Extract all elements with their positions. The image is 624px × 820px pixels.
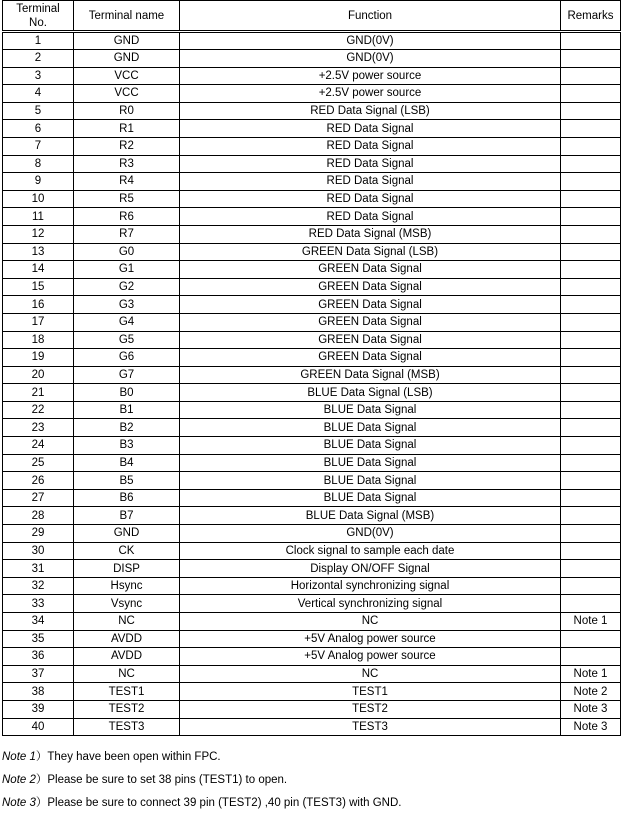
cell-terminal-name: G7 bbox=[74, 366, 180, 384]
cell-remarks bbox=[561, 296, 621, 314]
cell-terminal-name: B3 bbox=[74, 437, 180, 455]
cell-remarks bbox=[561, 648, 621, 666]
cell-remarks bbox=[561, 577, 621, 595]
header-remarks: Remarks bbox=[561, 1, 621, 32]
cell-terminal-name: TEST3 bbox=[74, 718, 180, 736]
cell-function: TEST1 bbox=[180, 683, 561, 701]
cell-function: GREEN Data Signal (LSB) bbox=[180, 243, 561, 261]
cell-terminal-name: R4 bbox=[74, 173, 180, 191]
table-row bbox=[3, 577, 621, 595]
table-row bbox=[3, 665, 621, 683]
cell-function: GREEN Data Signal bbox=[180, 296, 561, 314]
cell-terminal-no: 6 bbox=[3, 120, 74, 138]
cell-terminal-no: 36 bbox=[3, 648, 74, 666]
cell-terminal-no: 39 bbox=[3, 700, 74, 718]
cell-remarks bbox=[561, 32, 621, 50]
table-row bbox=[3, 525, 621, 543]
cell-function: RED Data Signal (MSB) bbox=[180, 225, 561, 243]
cell-remarks bbox=[561, 560, 621, 578]
cell-terminal-no: 2 bbox=[3, 50, 74, 68]
table-row bbox=[3, 560, 621, 578]
cell-terminal-name: B5 bbox=[74, 472, 180, 490]
cell-remarks bbox=[561, 137, 621, 155]
cell-function: +5V Analog power source bbox=[180, 630, 561, 648]
cell-terminal-name: G0 bbox=[74, 243, 180, 261]
cell-remarks: Note 3 bbox=[561, 718, 621, 736]
cell-terminal-name: G3 bbox=[74, 296, 180, 314]
cell-remarks bbox=[561, 630, 621, 648]
table-row bbox=[3, 190, 621, 208]
cell-terminal-no: 1 bbox=[3, 32, 74, 50]
cell-function: TEST3 bbox=[180, 718, 561, 736]
table-row bbox=[3, 437, 621, 455]
table-row bbox=[3, 173, 621, 191]
cell-function: BLUE Data Signal bbox=[180, 454, 561, 472]
cell-function: Clock signal to sample each date bbox=[180, 542, 561, 560]
cell-terminal-no: 26 bbox=[3, 472, 74, 490]
cell-function: RED Data Signal bbox=[180, 120, 561, 138]
cell-function: BLUE Data Signal (MSB) bbox=[180, 507, 561, 525]
header-row bbox=[3, 1, 621, 32]
cell-terminal-no: 35 bbox=[3, 630, 74, 648]
table-row bbox=[3, 261, 621, 279]
cell-terminal-no: 19 bbox=[3, 349, 74, 367]
note-paren: ） bbox=[35, 774, 48, 786]
table-row bbox=[3, 50, 621, 68]
cell-terminal-name: R7 bbox=[74, 225, 180, 243]
cell-terminal-no: 10 bbox=[3, 190, 74, 208]
cell-remarks bbox=[561, 243, 621, 261]
note-text: Please be sure to connect 39 pin (TEST2) ,40 pin (TEST3) with GND. bbox=[47, 797, 402, 809]
cell-terminal-no: 23 bbox=[3, 419, 74, 437]
table-row bbox=[3, 718, 621, 736]
header-terminal-name: Terminal name bbox=[74, 1, 180, 32]
cell-remarks bbox=[561, 261, 621, 279]
cell-terminal-no: 16 bbox=[3, 296, 74, 314]
table-row bbox=[3, 225, 621, 243]
cell-remarks bbox=[561, 85, 621, 103]
cell-terminal-no: 13 bbox=[3, 243, 74, 261]
cell-remarks bbox=[561, 190, 621, 208]
cell-remarks: Note 3 bbox=[561, 700, 621, 718]
cell-terminal-name: CK bbox=[74, 542, 180, 560]
cell-function: Display ON/OFF Signal bbox=[180, 560, 561, 578]
note-line bbox=[2, 746, 402, 769]
cell-function: GREEN Data Signal bbox=[180, 278, 561, 296]
cell-terminal-name: AVDD bbox=[74, 648, 180, 666]
cell-terminal-no: 18 bbox=[3, 331, 74, 349]
cell-remarks bbox=[561, 472, 621, 490]
table-row bbox=[3, 489, 621, 507]
cell-terminal-name: DISP bbox=[74, 560, 180, 578]
cell-remarks: Note 1 bbox=[561, 665, 621, 683]
cell-remarks bbox=[561, 50, 621, 68]
cell-terminal-name: GND bbox=[74, 32, 180, 50]
cell-terminal-name: GND bbox=[74, 525, 180, 543]
cell-terminal-no: 24 bbox=[3, 437, 74, 455]
cell-function: Vertical synchronizing signal bbox=[180, 595, 561, 613]
cell-function: GREEN Data Signal bbox=[180, 331, 561, 349]
cell-terminal-name: B2 bbox=[74, 419, 180, 437]
terminal-table bbox=[2, 0, 621, 736]
table-row bbox=[3, 296, 621, 314]
table-row bbox=[3, 32, 621, 50]
note-label: Note 3 bbox=[2, 797, 36, 809]
cell-remarks bbox=[561, 595, 621, 613]
cell-function: RED Data Signal bbox=[180, 208, 561, 226]
cell-terminal-no: 7 bbox=[3, 137, 74, 155]
table-row bbox=[3, 384, 621, 402]
cell-terminal-name: R0 bbox=[74, 102, 180, 120]
table-row bbox=[3, 366, 621, 384]
table-row bbox=[3, 102, 621, 120]
note-text: Please be sure to set 38 pins (TEST1) to open. bbox=[47, 774, 288, 786]
cell-terminal-name: TEST1 bbox=[74, 683, 180, 701]
cell-terminal-name: B0 bbox=[74, 384, 180, 402]
cell-remarks: Note 2 bbox=[561, 683, 621, 701]
cell-terminal-no: 31 bbox=[3, 560, 74, 578]
cell-function: GREEN Data Signal bbox=[180, 261, 561, 279]
cell-terminal-name: Vsync bbox=[74, 595, 180, 613]
cell-terminal-name: TEST2 bbox=[74, 700, 180, 718]
cell-remarks bbox=[561, 120, 621, 138]
cell-function: RED Data Signal (LSB) bbox=[180, 102, 561, 120]
cell-remarks bbox=[561, 67, 621, 85]
table-row bbox=[3, 243, 621, 261]
cell-terminal-no: 8 bbox=[3, 155, 74, 173]
cell-function: GND(0V) bbox=[180, 32, 561, 50]
cell-remarks bbox=[561, 102, 621, 120]
table-row bbox=[3, 331, 621, 349]
cell-terminal-name: R3 bbox=[74, 155, 180, 173]
cell-terminal-name: B4 bbox=[74, 454, 180, 472]
cell-terminal-no: 14 bbox=[3, 261, 74, 279]
cell-function: BLUE Data Signal bbox=[180, 472, 561, 490]
cell-terminal-no: 3 bbox=[3, 67, 74, 85]
cell-terminal-no: 9 bbox=[3, 173, 74, 191]
cell-terminal-name: G6 bbox=[74, 349, 180, 367]
cell-terminal-name: B6 bbox=[74, 489, 180, 507]
note-label: Note 2 bbox=[2, 774, 36, 786]
cell-function: +2.5V power source bbox=[180, 85, 561, 103]
table-row bbox=[3, 137, 621, 155]
cell-terminal-no: 20 bbox=[3, 366, 74, 384]
table-row bbox=[3, 85, 621, 103]
cell-terminal-no: 12 bbox=[3, 225, 74, 243]
cell-terminal-no: 34 bbox=[3, 613, 74, 631]
cell-terminal-name: G5 bbox=[74, 331, 180, 349]
table-row bbox=[3, 349, 621, 367]
note-line bbox=[2, 769, 402, 792]
cell-function: GREEN Data Signal (MSB) bbox=[180, 366, 561, 384]
cell-function: NC bbox=[180, 665, 561, 683]
table-row bbox=[3, 595, 621, 613]
table-row bbox=[3, 401, 621, 419]
cell-remarks bbox=[561, 349, 621, 367]
cell-function: BLUE Data Signal bbox=[180, 437, 561, 455]
cell-terminal-no: 30 bbox=[3, 542, 74, 560]
cell-terminal-name: VCC bbox=[74, 67, 180, 85]
cell-terminal-no: 38 bbox=[3, 683, 74, 701]
cell-function: GND(0V) bbox=[180, 525, 561, 543]
cell-remarks bbox=[561, 419, 621, 437]
cell-terminal-no: 29 bbox=[3, 525, 74, 543]
table-row bbox=[3, 683, 621, 701]
note-line bbox=[2, 792, 402, 815]
cell-remarks bbox=[561, 384, 621, 402]
table-row bbox=[3, 613, 621, 631]
table-row bbox=[3, 507, 621, 525]
cell-remarks bbox=[561, 331, 621, 349]
table-row bbox=[3, 454, 621, 472]
cell-remarks bbox=[561, 173, 621, 191]
cell-terminal-no: 4 bbox=[3, 85, 74, 103]
table-row bbox=[3, 120, 621, 138]
table-row bbox=[3, 700, 621, 718]
table-row bbox=[3, 67, 621, 85]
cell-terminal-name: B7 bbox=[74, 507, 180, 525]
cell-remarks bbox=[561, 437, 621, 455]
cell-remarks: Note 1 bbox=[561, 613, 621, 631]
cell-terminal-name: B1 bbox=[74, 401, 180, 419]
cell-terminal-name: R6 bbox=[74, 208, 180, 226]
table-row bbox=[3, 313, 621, 331]
cell-function: +5V Analog power source bbox=[180, 648, 561, 666]
table-row bbox=[3, 419, 621, 437]
cell-terminal-name: R1 bbox=[74, 120, 180, 138]
cell-terminal-name: R5 bbox=[74, 190, 180, 208]
table-row bbox=[3, 278, 621, 296]
cell-function: RED Data Signal bbox=[180, 155, 561, 173]
header-function: Function bbox=[180, 1, 561, 32]
cell-terminal-no: 17 bbox=[3, 313, 74, 331]
cell-terminal-name: Hsync bbox=[74, 577, 180, 595]
cell-function: Horizontal synchronizing signal bbox=[180, 577, 561, 595]
cell-remarks bbox=[561, 454, 621, 472]
cell-remarks bbox=[561, 225, 621, 243]
table-row bbox=[3, 155, 621, 173]
cell-function: RED Data Signal bbox=[180, 173, 561, 191]
cell-terminal-no: 33 bbox=[3, 595, 74, 613]
cell-terminal-name: NC bbox=[74, 613, 180, 631]
table-body bbox=[3, 32, 621, 736]
header-terminal-no: Terminal No. bbox=[3, 1, 74, 32]
cell-function: BLUE Data Signal bbox=[180, 489, 561, 507]
cell-function: BLUE Data Signal bbox=[180, 401, 561, 419]
note-paren: ） bbox=[35, 751, 48, 763]
cell-function: RED Data Signal bbox=[180, 190, 561, 208]
cell-terminal-no: 11 bbox=[3, 208, 74, 226]
note-text: They have been open within FPC. bbox=[47, 751, 221, 763]
cell-function: GREEN Data Signal bbox=[180, 313, 561, 331]
cell-remarks bbox=[561, 401, 621, 419]
notes-section bbox=[2, 746, 402, 815]
cell-remarks bbox=[561, 155, 621, 173]
note-label: Note 1 bbox=[2, 751, 36, 763]
table-row bbox=[3, 542, 621, 560]
table-row bbox=[3, 472, 621, 490]
cell-terminal-no: 5 bbox=[3, 102, 74, 120]
cell-function: RED Data Signal bbox=[180, 137, 561, 155]
cell-terminal-no: 40 bbox=[3, 718, 74, 736]
cell-terminal-name: VCC bbox=[74, 85, 180, 103]
cell-function: NC bbox=[180, 613, 561, 631]
cell-terminal-no: 21 bbox=[3, 384, 74, 402]
note-paren: ） bbox=[35, 797, 48, 809]
cell-terminal-name: GND bbox=[74, 50, 180, 68]
cell-function: TEST2 bbox=[180, 700, 561, 718]
cell-terminal-name: AVDD bbox=[74, 630, 180, 648]
cell-remarks bbox=[561, 542, 621, 560]
cell-function: GREEN Data Signal bbox=[180, 349, 561, 367]
cell-terminal-no: 15 bbox=[3, 278, 74, 296]
table-row bbox=[3, 648, 621, 666]
cell-remarks bbox=[561, 313, 621, 331]
cell-remarks bbox=[561, 507, 621, 525]
table-row bbox=[3, 630, 621, 648]
cell-terminal-name: NC bbox=[74, 665, 180, 683]
cell-terminal-name: G4 bbox=[74, 313, 180, 331]
cell-terminal-no: 25 bbox=[3, 454, 74, 472]
cell-terminal-name: R2 bbox=[74, 137, 180, 155]
table-row bbox=[3, 208, 621, 226]
cell-terminal-no: 32 bbox=[3, 577, 74, 595]
cell-remarks bbox=[561, 208, 621, 226]
cell-function: GND(0V) bbox=[180, 50, 561, 68]
cell-remarks bbox=[561, 525, 621, 543]
cell-function: BLUE Data Signal (LSB) bbox=[180, 384, 561, 402]
cell-function: BLUE Data Signal bbox=[180, 419, 561, 437]
cell-function: +2.5V power source bbox=[180, 67, 561, 85]
cell-remarks bbox=[561, 278, 621, 296]
cell-terminal-no: 22 bbox=[3, 401, 74, 419]
cell-terminal-name: G2 bbox=[74, 278, 180, 296]
cell-remarks bbox=[561, 366, 621, 384]
cell-terminal-no: 28 bbox=[3, 507, 74, 525]
cell-terminal-no: 37 bbox=[3, 665, 74, 683]
cell-terminal-no: 27 bbox=[3, 489, 74, 507]
cell-remarks bbox=[561, 489, 621, 507]
cell-terminal-name: G1 bbox=[74, 261, 180, 279]
